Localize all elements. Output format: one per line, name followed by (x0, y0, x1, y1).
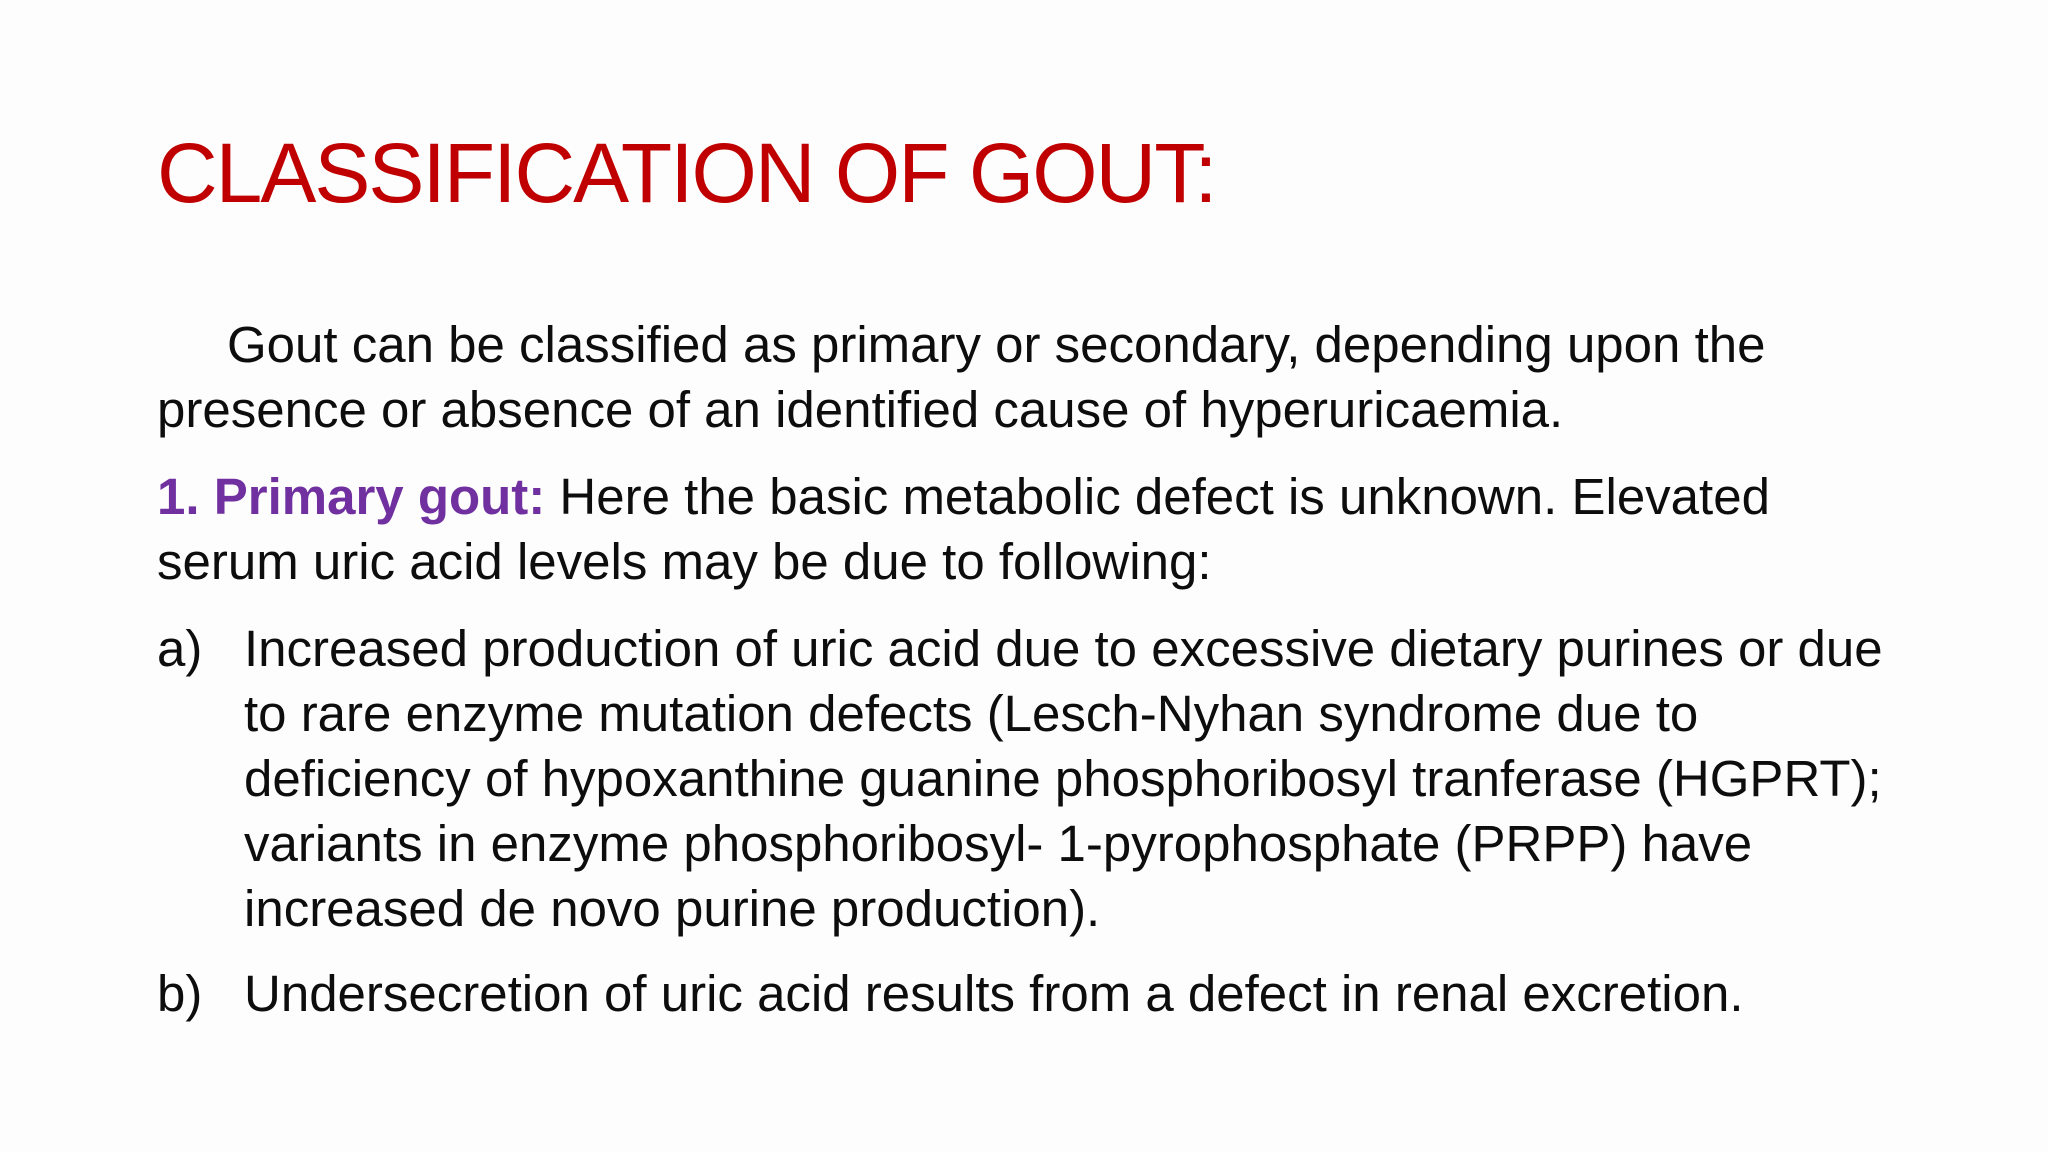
list-item-a (157, 616, 1897, 941)
list-marker: a) (157, 620, 203, 677)
primary-gout-text: Here the basic metabolic defect is unknown. Elevated serum uric acid levels may be due to following: (157, 468, 1770, 590)
list-marker: b) (157, 965, 203, 1022)
list-item-text: Increased production of uric acid due to excessive dietary purines or due to rare enzyme mutation defects (Lesch-Nyhan syndrome due to deficiency of hypoxanthine guanine phosphoribosyl tranferase (HGPRT); variants in enzyme phosphoribosyl- 1-pyrophosphate (PRPP) have increased de novo purine production). (244, 620, 1883, 937)
intro-text: Gout can be classified as primary or secondary, depending upon the presence or absence of an identified cause of hyperuricaemia. (157, 316, 1766, 438)
slide-title: CLASSIFICATION OF GOUT: (157, 126, 1216, 220)
slide-body (157, 312, 1897, 1046)
list-item-text: Undersecretion of uric acid results from a defect in renal excretion. (244, 965, 1744, 1022)
intro-paragraph (157, 312, 1897, 442)
primary-gout-paragraph (157, 464, 1897, 594)
list-item-b (157, 961, 1897, 1026)
primary-gout-label: 1. Primary gout: (157, 468, 546, 525)
